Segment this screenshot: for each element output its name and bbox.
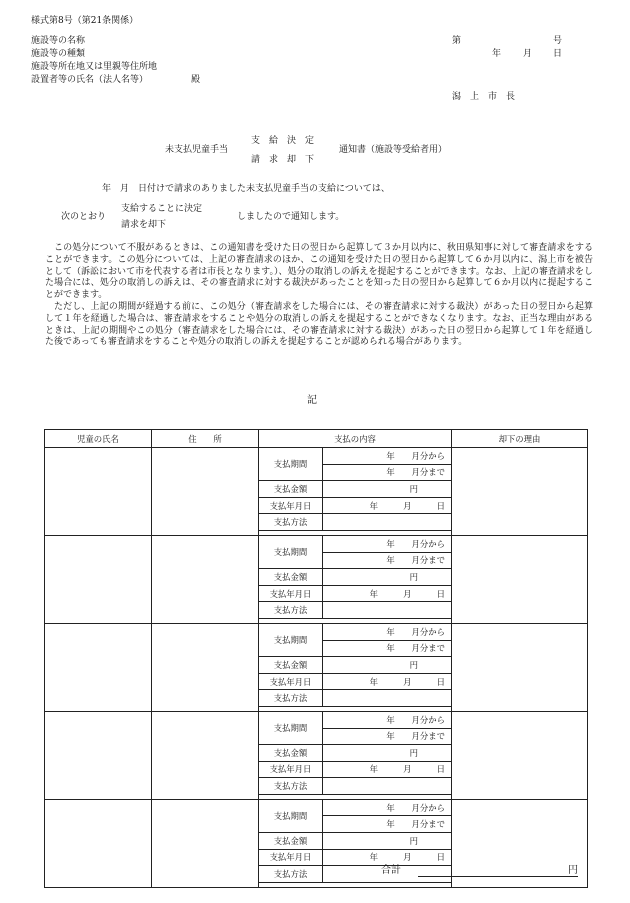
total-amount-line[interactable] <box>418 876 578 877</box>
address-cell[interactable] <box>152 535 259 623</box>
block-spacer <box>259 882 452 887</box>
period-to[interactable]: 年 月分まで <box>323 640 452 657</box>
block-row-period-from <box>45 711 588 728</box>
label-payment-date: 支払年月日 <box>259 761 323 778</box>
period-to[interactable]: 年 月分まで <box>323 464 452 481</box>
payment-date[interactable]: 年 月 日 <box>323 497 452 514</box>
intro-line: 年 月 日付けで請求のありました未支払児童手当の支給については、 <box>102 184 390 194</box>
period-to[interactable]: 年 月分まで <box>323 552 452 569</box>
intro-lead: 次のとおり <box>61 212 107 222</box>
child-name-cell[interactable] <box>45 711 152 799</box>
intro-tail: しましたので通知します。 <box>237 212 345 222</box>
address-cell[interactable] <box>152 799 259 887</box>
amount-cell[interactable] <box>323 833 452 850</box>
title-option-reject: 請 求 却 下 <box>251 155 315 165</box>
label-payment-method: 支払方法 <box>259 778 323 795</box>
child-name-cell[interactable] <box>45 623 152 711</box>
issuer: 潟 上 市 長 <box>452 92 516 102</box>
intro-choice-decide: 支給することに決定 <box>121 204 203 214</box>
label-payment-amount: 支払金額 <box>259 569 323 586</box>
label-payment-period: 支払期間 <box>259 623 323 656</box>
payment-table <box>44 429 588 888</box>
label-payment-method: 支払方法 <box>259 866 323 883</box>
total-unit: 円 <box>568 865 578 876</box>
header-rejection-reason: 却下の理由 <box>452 430 588 448</box>
rejection-reason-cell[interactable] <box>452 535 588 623</box>
date-day: 日 <box>553 49 563 59</box>
period-from[interactable]: 年 月分から <box>323 448 452 465</box>
block-row-period-from <box>45 448 588 465</box>
block-row-period-from <box>45 535 588 552</box>
doc-number-suffix: 号 <box>553 36 563 46</box>
label-payment-method: 支払方法 <box>259 602 323 619</box>
appeal-paragraph-1: この処分について不服があるときは、この通知書を受けた日の翌日から起算して３か月以内に、秋田県知事に対して審査請求をすることができます。この処分については、上記の審査請求のほか、この通知を受けた日の翌日から起算して６か月以内に、潟上市を被告として（訴訟において市を代表する者は市長となります。）、処分の取消しの訴えを提起することができます。なお、上記の審査請求をした場合には、処分の取消しの訴えは、その審査請求に対する裁決があったことを知った日の翌日から起算して６か月以内に提起することができます。 <box>45 243 593 301</box>
payment-method[interactable] <box>323 602 452 619</box>
date-year: 年 <box>492 49 502 59</box>
ki-heading: 記 <box>307 395 317 406</box>
payment-method[interactable] <box>323 690 452 707</box>
label-payment-period: 支払期間 <box>259 448 323 481</box>
title-option-decide: 支 給 決 定 <box>251 136 315 146</box>
title-suffix: 通知書（施設等受給者用） <box>339 145 448 155</box>
doc-number-prefix: 第 <box>452 36 462 46</box>
amount-cell[interactable] <box>323 657 452 674</box>
intro-choice-reject: 請求を却下 <box>121 220 167 230</box>
label-payment-amount: 支払金額 <box>259 745 323 762</box>
period-from[interactable]: 年 月分から <box>323 535 452 552</box>
label-payment-date: 支払年月日 <box>259 673 323 690</box>
label-payment-period: 支払期間 <box>259 711 323 744</box>
address-cell[interactable] <box>152 623 259 711</box>
amount-cell[interactable] <box>323 569 452 586</box>
label-payment-period: 支払期間 <box>259 799 323 832</box>
title-prefix: 未支払児童手当 <box>165 145 229 155</box>
date-month: 月 <box>523 49 533 59</box>
facility-type-label: 施設等の種類 <box>31 49 86 59</box>
form-number: 様式第8号（第21条関係） <box>31 16 139 26</box>
yen-unit: 円 <box>409 571 418 582</box>
label-payment-date: 支払年月日 <box>259 497 323 514</box>
amount-cell[interactable] <box>323 745 452 762</box>
label-payment-amount: 支払金額 <box>259 481 323 498</box>
label-payment-date: 支払年月日 <box>259 849 323 866</box>
block-row-period-from <box>45 623 588 640</box>
rejection-reason-cell[interactable] <box>452 623 588 711</box>
amount-cell[interactable] <box>323 481 452 498</box>
period-to[interactable]: 年 月分まで <box>323 728 452 745</box>
facility-address-label: 施設等所在地又は里親等住所地 <box>31 62 158 72</box>
rejection-reason-cell[interactable] <box>452 711 588 799</box>
payment-date[interactable]: 年 月 日 <box>323 585 452 602</box>
label-payment-date: 支払年月日 <box>259 585 323 602</box>
yen-unit: 円 <box>409 483 418 494</box>
period-from[interactable]: 年 月分から <box>323 623 452 640</box>
child-name-cell[interactable] <box>45 448 152 536</box>
yen-unit: 円 <box>409 747 418 758</box>
rejection-reason-cell[interactable] <box>452 448 588 536</box>
block-row-period-from <box>45 799 588 816</box>
appeal-paragraph-2: ただし、上記の期間が経過する前に、この処分（審査請求をした場合には、その審査請求に対する裁決）があった日の翌日から起算して１年を経過した場合は、審査請求をすることや処分の取消しの訴えを提起することができなくなります。なお、正当な理由があるときは、上記の期間やこの処分（審査請求をした場合には、その審査請求に対する裁決）があった日の翌日から起算して１年を経過した後であっても審査請求をすることや処分の取消しの訴えを提起することが認められる場合があります。 <box>45 301 593 348</box>
address-cell[interactable] <box>152 448 259 536</box>
label-payment-amount: 支払金額 <box>259 833 323 850</box>
header-payment-content: 支払の内容 <box>259 430 452 448</box>
label-payment-period: 支払期間 <box>259 535 323 568</box>
header-address: 住 所 <box>152 430 259 448</box>
yen-unit: 円 <box>409 835 418 846</box>
payment-date[interactable]: 年 月 日 <box>323 761 452 778</box>
period-to[interactable]: 年 月分まで <box>323 816 452 833</box>
label-payment-method: 支払方法 <box>259 690 323 707</box>
label-payment-amount: 支払金額 <box>259 657 323 674</box>
founder-name-label: 設置者等の氏名（法人名等） <box>31 75 149 85</box>
honorific: 殿 <box>191 75 201 85</box>
period-from[interactable]: 年 月分から <box>323 711 452 728</box>
appeal-notice <box>45 243 593 349</box>
facility-name-label: 施設等の名称 <box>31 36 86 46</box>
child-name-cell[interactable] <box>45 799 152 887</box>
payment-date[interactable]: 年 月 日 <box>323 849 452 866</box>
payment-method[interactable] <box>323 514 452 531</box>
header-child-name: 児童の氏名 <box>45 430 152 448</box>
payment-method[interactable] <box>323 778 452 795</box>
child-name-cell[interactable] <box>45 535 152 623</box>
yen-unit: 円 <box>409 659 418 670</box>
period-from[interactable]: 年 月分から <box>323 799 452 816</box>
payment-date[interactable]: 年 月 日 <box>323 673 452 690</box>
total-label: 合計 <box>381 865 401 876</box>
address-cell[interactable] <box>152 711 259 799</box>
label-payment-method: 支払方法 <box>259 514 323 531</box>
